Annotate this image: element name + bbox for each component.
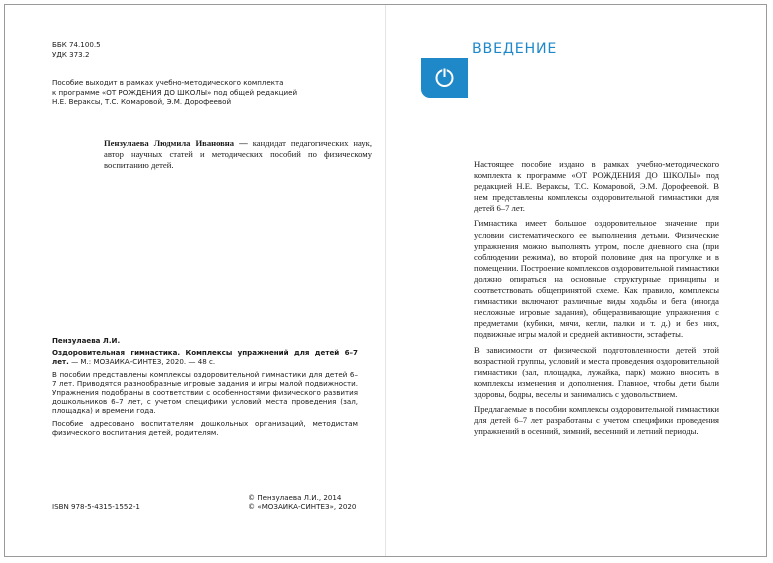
isbn: ISBN 978-5-4315-1552-1	[52, 502, 140, 511]
chapter-badge	[421, 58, 468, 98]
intro-paragraph: В зависимости от физической подготовленности детей этой возрастной группы, условий и места проведения оздоровительной гимнастики (зал, площадка, лужайка, парк) можно вносить в комплексы изменения и дополнения. Главное, чтобы дети были здоровы, бодры, веселы и занимались с удовольствием.	[474, 344, 719, 399]
copyright-line: © «МОЗАИКА-СИНТЕЗ», 2020	[248, 502, 357, 512]
catalog-card	[52, 336, 358, 440]
card-audience: Пособие адресовано воспитателям дошкольных организаций, методистам физического воспитания детей, родителям.	[52, 418, 358, 437]
intro-paragraph: Предлагаемые в пособии комплексы оздоровительной гимнастики для детей 6–7 лет разработаны с учетом специфики проведения упражнений в осенний, зимний, весенний и летний периоды.	[474, 403, 719, 437]
series-line: к программе «ОТ РОЖДЕНИЯ ДО ШКОЛЫ» под общей редакцией	[52, 87, 298, 97]
intro-paragraph: Настоящее пособие издано в рамках учебно-методического комплекта к программе «ОТ РОЖДЕНИЯ ДО ШКОЛЫ» под редакцией Н.Е. Вераксы, Т.С. Комаровой, Э.М. Дорофеевой. В нем представлены комплексы оздоровительной гимнастики для детей 6–7 лет.	[474, 159, 719, 214]
author-description: кандидат педагогических наук, автор научных статей и методических пособий по физическому воспитанию детей.	[104, 138, 372, 170]
chapter-title: ВВЕДЕНИЕ	[472, 41, 558, 57]
power-icon	[434, 67, 455, 88]
page-gutter	[385, 5, 386, 556]
series-note	[52, 78, 352, 107]
card-author: Пензулаева Л.И.	[52, 336, 121, 345]
card-abstract: В пособии представлены комплексы оздоровительной гимнастики для детей 6–7 лет. Приводятся разнообразные игровые задания и игры малой подвижности. Упражнения подобраны в соответствии с особенностями физического развития дошкольников 6–7 лет, с учетом специфики условий места проведения (зал, площадка) и времени года.	[52, 369, 358, 416]
copyright	[248, 493, 356, 512]
series-line: Пособие выходит в рамках учебно-методического комплекта	[52, 78, 284, 87]
card-imprint: — М.: МОЗАИКА-СИНТЕЗ, 2020. — 48 с.	[68, 357, 216, 367]
intro-paragraph: Гимнастика имеет большое оздоровительное значение при условии систематического ее выполнения детьми. Физические упражнения можно выполнять утром, после дневного сна (при соблюдении режима), во второй половине дня на прогулке и в помещении. Построение комплексов оздоровительной гимнастики должно опираться на основные структурные принципы и соответствовать общепринятой схеме. Как правило, комплексы гимнастики включают различные виды ходьбы и бега (иногда несложные игровые задания), общеразвивающие упражнения с предметами (кубики, мячи, кегли, палки и т. д.) и без них, подвижные игры малой и средней активности, эстафеты.	[474, 218, 719, 340]
author-note	[104, 138, 372, 171]
copyright-line: © Пензулаева Л.И., 2014	[248, 493, 342, 502]
card-title: Оздоровительная гимнастика. Комплексы упражнений для детей 6–7 лет.	[52, 348, 358, 367]
udk-code: УДК 373.2	[52, 50, 90, 59]
series-line: Н.Е. Вераксы, Т.С. Комаровой, Э.М. Дорофеевой	[52, 97, 232, 107]
classification-codes	[52, 40, 101, 60]
author-name: Пензулаева Людмила Ивановна —	[104, 138, 248, 148]
intro-body	[474, 159, 719, 441]
bbk-code: ББК 74.100.5	[52, 40, 101, 49]
